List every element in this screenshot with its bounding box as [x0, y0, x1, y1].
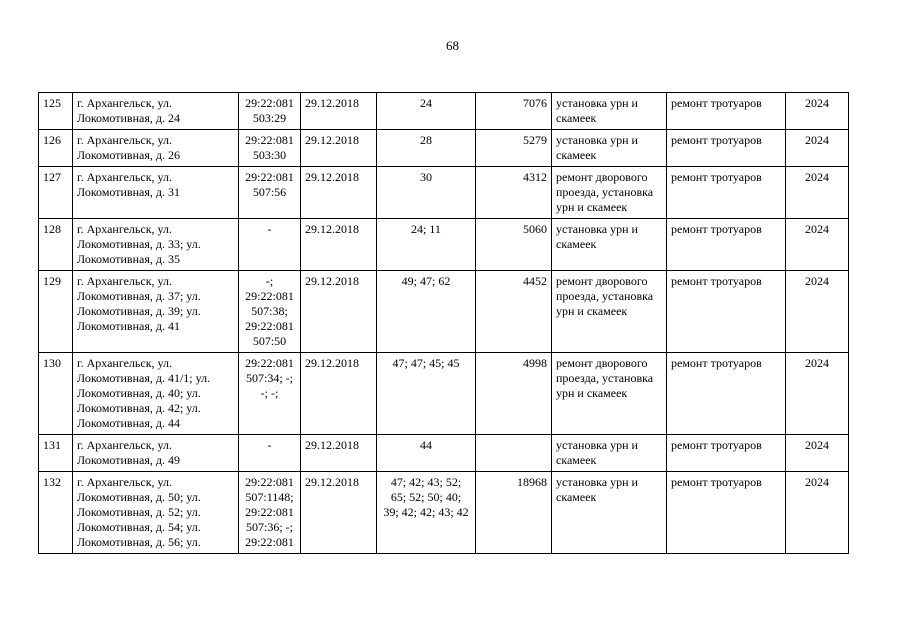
- address-line: Локомотивная, д. 33; ул.: [77, 237, 201, 251]
- address-cell: [73, 219, 239, 271]
- table-row: [39, 167, 849, 219]
- date-cell: 29.12.2018: [301, 219, 377, 271]
- works-primary-cell: [552, 472, 667, 554]
- works-secondary-cell: [667, 219, 786, 271]
- area-cell: 5279: [476, 130, 552, 167]
- year-cell: 2024: [786, 130, 849, 167]
- table-row: [39, 271, 849, 353]
- works-secondary-line: ремонт тротуаров: [671, 133, 762, 147]
- works-primary-line: установка урн и: [556, 133, 638, 147]
- house-numbers-line: 24: [420, 96, 432, 110]
- address-line: Локомотивная, д. 54; ул.: [77, 520, 201, 534]
- cadastral-number-cell: [239, 472, 301, 554]
- area-cell: 7076: [476, 93, 552, 130]
- house-numbers-cell: [377, 219, 476, 271]
- area-cell: 5060: [476, 219, 552, 271]
- address-cell: [73, 353, 239, 435]
- date-cell: 29.12.2018: [301, 472, 377, 554]
- page-number: 68: [446, 38, 459, 53]
- works-primary-line: скамеек: [556, 490, 597, 504]
- cadastral-number-line: -: [267, 438, 272, 452]
- address-line: Локомотивная, д. 35: [77, 252, 180, 266]
- works-secondary-line: ремонт тротуаров: [671, 438, 762, 452]
- cadastral-number-line: 507:34; -;: [246, 371, 293, 385]
- works-primary-cell: [552, 93, 667, 130]
- table-row: [39, 472, 849, 554]
- address-line: г. Архангельск, ул.: [77, 274, 172, 288]
- row-number-cell: 126: [39, 130, 73, 167]
- works-primary-cell: [552, 353, 667, 435]
- works-secondary-line: ремонт тротуаров: [671, 475, 762, 489]
- year-cell: 2024: [786, 167, 849, 219]
- works-primary-line: урн и скамеек: [556, 386, 628, 400]
- date-cell: 29.12.2018: [301, 93, 377, 130]
- works-secondary-cell: [667, 472, 786, 554]
- address-line: Локомотивная, д. 24: [77, 111, 180, 125]
- table-row: [39, 219, 849, 271]
- works-primary-cell: [552, 435, 667, 472]
- house-numbers-line: 39; 42; 42; 43; 42: [383, 505, 469, 519]
- row-number-cell: 127: [39, 167, 73, 219]
- year-cell: 2024: [786, 435, 849, 472]
- cadastral-number-line: 503:30: [252, 148, 287, 162]
- address-line: Локомотивная, д. 56; ул.: [77, 535, 201, 549]
- works-secondary-line: ремонт тротуаров: [671, 170, 762, 184]
- house-numbers-cell: [377, 435, 476, 472]
- row-number-cell: 129: [39, 271, 73, 353]
- works-secondary-cell: [667, 93, 786, 130]
- address-line: Локомотивная, д. 49: [77, 453, 180, 467]
- house-numbers-line: 44: [420, 438, 432, 452]
- works-primary-line: урн и скамеек: [556, 304, 628, 318]
- address-cell: [73, 93, 239, 130]
- works-primary-line: скамеек: [556, 237, 597, 251]
- date-cell: 29.12.2018: [301, 353, 377, 435]
- year-cell: 2024: [786, 219, 849, 271]
- address-line: Локомотивная, д. 52; ул.: [77, 505, 201, 519]
- cadastral-number-line: 507:38;: [251, 304, 288, 318]
- works-secondary-line: ремонт тротуаров: [671, 356, 762, 370]
- address-line: Локомотивная, д. 41: [77, 319, 180, 333]
- works-primary-line: установка урн и: [556, 96, 638, 110]
- works-primary-line: установка урн и: [556, 475, 638, 489]
- works-primary-line: ремонт дворового: [556, 274, 648, 288]
- table-body: [39, 93, 849, 554]
- works-secondary-line: ремонт тротуаров: [671, 222, 762, 236]
- works-primary-line: урн и скамеек: [556, 200, 628, 214]
- area-cell: [476, 435, 552, 472]
- cadastral-number-line: 29:22:081: [245, 170, 294, 184]
- address-cell: [73, 435, 239, 472]
- works-primary-line: проезда, установка: [556, 289, 654, 303]
- address-cell: [73, 130, 239, 167]
- table-row: [39, 435, 849, 472]
- cadastral-number-cell: [239, 353, 301, 435]
- works-primary-cell: [552, 130, 667, 167]
- works-secondary-cell: [667, 353, 786, 435]
- row-number-cell: 132: [39, 472, 73, 554]
- row-number-cell: 130: [39, 353, 73, 435]
- cadastral-number-line: -;: [265, 274, 274, 288]
- cadastral-number-line: 507:1148;: [245, 490, 294, 504]
- works-primary-line: установка урн и: [556, 438, 638, 452]
- cadastral-number-line: 29:22:081: [245, 475, 294, 489]
- address-line: Локомотивная, д. 40; ул.: [77, 386, 201, 400]
- house-numbers-cell: [377, 93, 476, 130]
- cadastral-number-line: -; -;: [260, 386, 279, 400]
- house-numbers-cell: [377, 472, 476, 554]
- year-cell: 2024: [786, 472, 849, 554]
- address-line: Локомотивная, д. 42; ул.: [77, 401, 201, 415]
- address-line: г. Архангельск, ул.: [77, 133, 172, 147]
- house-numbers-line: 28: [420, 133, 432, 147]
- address-line: г. Архангельск, ул.: [77, 356, 172, 370]
- cadastral-number-cell: [239, 167, 301, 219]
- house-numbers-line: 24; 11: [411, 222, 441, 236]
- cadastral-number-line: 29:22:081: [245, 96, 294, 110]
- cadastral-number-cell: [239, 93, 301, 130]
- address-line: Локомотивная, д. 50; ул.: [77, 490, 201, 504]
- works-secondary-cell: [667, 435, 786, 472]
- works-secondary-cell: [667, 271, 786, 353]
- date-cell: 29.12.2018: [301, 167, 377, 219]
- table-row: [39, 353, 849, 435]
- address-cell: [73, 167, 239, 219]
- address-line: г. Архангельск, ул.: [77, 475, 172, 489]
- table-row: [39, 93, 849, 130]
- house-numbers-line: 47; 47; 45; 45: [392, 356, 460, 370]
- address-line: Локомотивная, д. 37; ул.: [77, 289, 201, 303]
- works-primary-line: скамеек: [556, 453, 597, 467]
- house-numbers-line: 47; 42; 43; 52;: [390, 475, 462, 489]
- cadastral-number-line: 29:22:081: [245, 289, 294, 303]
- works-secondary-cell: [667, 167, 786, 219]
- works-secondary-cell: [667, 130, 786, 167]
- address-line: Локомотивная, д. 41/1; ул.: [77, 371, 211, 385]
- area-cell: 18968: [476, 472, 552, 554]
- date-cell: 29.12.2018: [301, 435, 377, 472]
- table-row: [39, 130, 849, 167]
- date-cell: 29.12.2018: [301, 130, 377, 167]
- address-line: Локомотивная, д. 39; ул.: [77, 304, 201, 318]
- date-cell: 29.12.2018: [301, 271, 377, 353]
- address-cell: [73, 271, 239, 353]
- works-primary-line: проезда, установка: [556, 185, 654, 199]
- works-primary-line: ремонт дворового: [556, 170, 648, 184]
- works-primary-cell: [552, 271, 667, 353]
- works-secondary-line: ремонт тротуаров: [671, 274, 762, 288]
- cadastral-number-line: -: [267, 222, 272, 236]
- works-primary-line: установка урн и: [556, 222, 638, 236]
- cadastral-number-cell: [239, 130, 301, 167]
- row-number-cell: 128: [39, 219, 73, 271]
- year-cell: 2024: [786, 353, 849, 435]
- year-cell: 2024: [786, 93, 849, 130]
- house-numbers-line: 49; 47; 62: [401, 274, 451, 288]
- cadastral-number-line: 29:22:081: [245, 505, 294, 519]
- cadastral-number-line: 507:36; -;: [246, 520, 293, 534]
- registry-table: [38, 92, 849, 554]
- address-line: Локомотивная, д. 44: [77, 416, 180, 430]
- area-cell: 4312: [476, 167, 552, 219]
- works-primary-cell: [552, 219, 667, 271]
- address-line: г. Архангельск, ул.: [77, 438, 172, 452]
- works-primary-line: проезда, установка: [556, 371, 654, 385]
- cadastral-number-line: 507:50: [252, 334, 287, 348]
- house-numbers-cell: [377, 353, 476, 435]
- area-cell: 4452: [476, 271, 552, 353]
- works-primary-line: скамеек: [556, 148, 597, 162]
- works-primary-line: ремонт дворового: [556, 356, 648, 370]
- cadastral-number-line: 503:29: [252, 111, 287, 125]
- works-primary-cell: [552, 167, 667, 219]
- address-line: Локомотивная, д. 26: [77, 148, 180, 162]
- cadastral-number-line: 507:56: [252, 185, 287, 199]
- cadastral-number-cell: [239, 271, 301, 353]
- works-secondary-line: ремонт тротуаров: [671, 96, 762, 110]
- address-line: Локомотивная, д. 31: [77, 185, 180, 199]
- works-primary-line: скамеек: [556, 111, 597, 125]
- house-numbers-cell: [377, 167, 476, 219]
- house-numbers-cell: [377, 271, 476, 353]
- year-cell: 2024: [786, 271, 849, 353]
- address-line: г. Архангельск, ул.: [77, 170, 172, 184]
- cadastral-number-line: 29:22:081: [245, 319, 294, 333]
- row-number-cell: 125: [39, 93, 73, 130]
- address-cell: [73, 472, 239, 554]
- cadastral-number-cell: [239, 435, 301, 472]
- address-line: г. Архангельск, ул.: [77, 96, 172, 110]
- row-number-cell: 131: [39, 435, 73, 472]
- area-cell: 4998: [476, 353, 552, 435]
- house-numbers-cell: [377, 130, 476, 167]
- cadastral-number-line: 29:22:081: [245, 535, 294, 549]
- cadastral-number-line: 29:22:081: [245, 133, 294, 147]
- house-numbers-line: 65; 52; 50; 40;: [390, 490, 462, 504]
- cadastral-number-line: 29:22:081: [245, 356, 294, 370]
- house-numbers-line: 30: [420, 170, 432, 184]
- address-line: г. Архангельск, ул.: [77, 222, 172, 236]
- cadastral-number-cell: [239, 219, 301, 271]
